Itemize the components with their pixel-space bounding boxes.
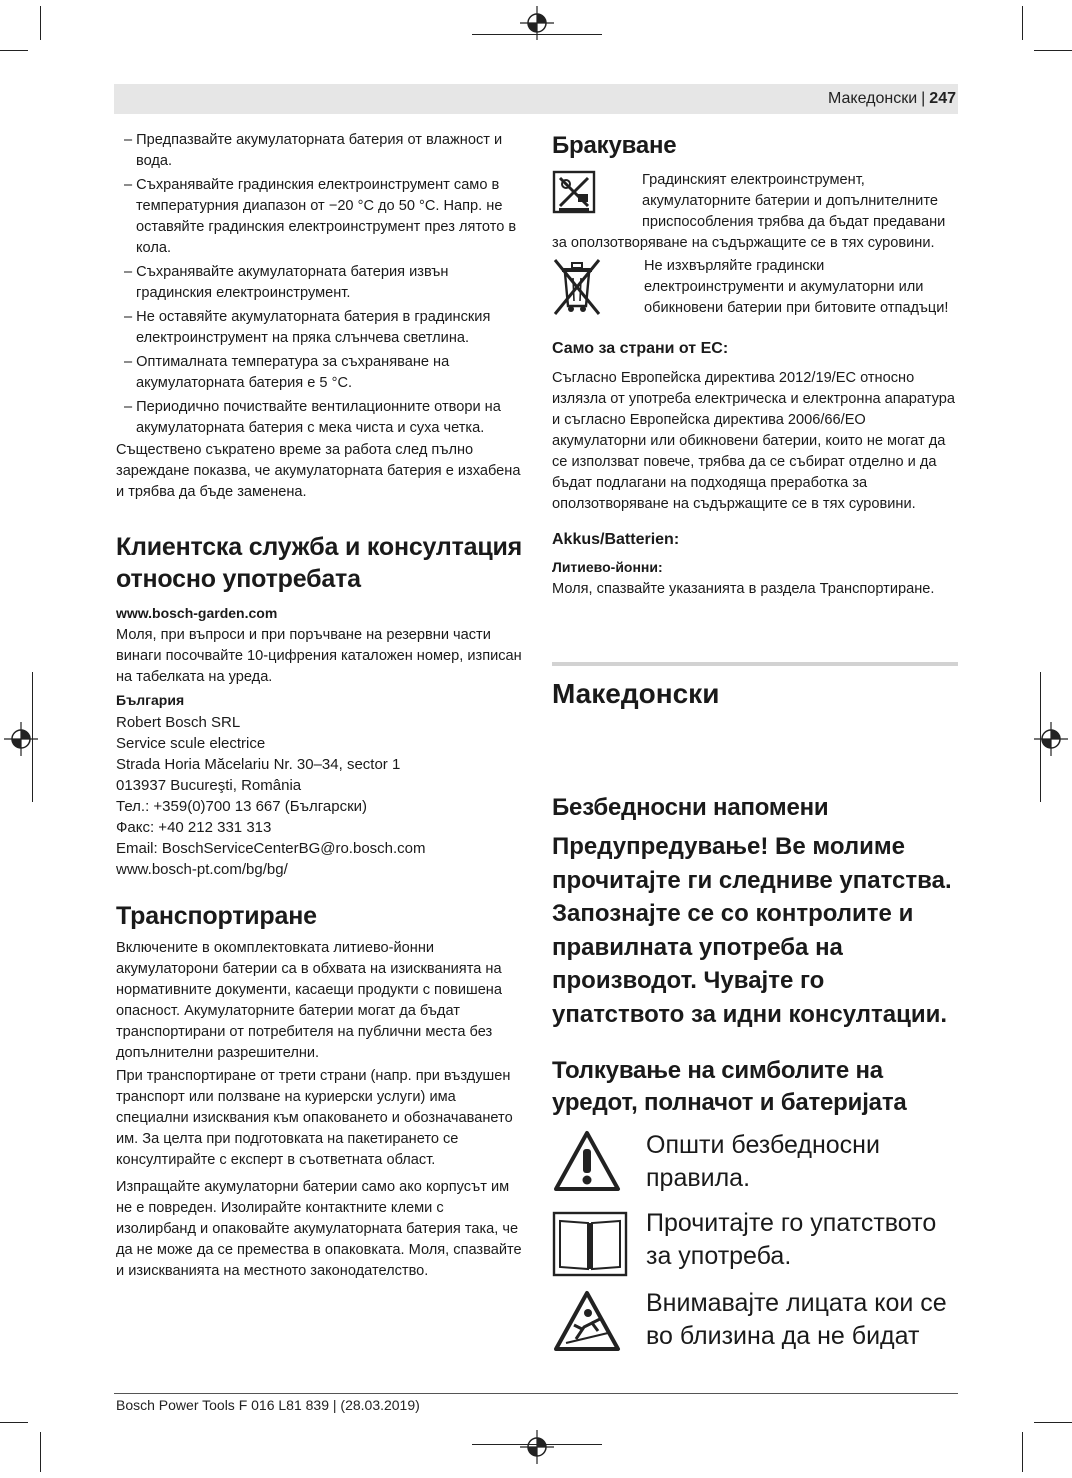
email-line: Email: BoschServiceCenterBG@ro.bosch.com xyxy=(116,840,426,857)
list-item: – Оптималната температура за съхраняване на акумулаторната батерия е 5 °C. xyxy=(124,354,450,391)
right-column xyxy=(552,130,958,1357)
crop-mark xyxy=(1034,1422,1072,1423)
footer-rule xyxy=(114,1393,958,1394)
disposal-block xyxy=(552,170,958,254)
crop-mark xyxy=(0,50,28,51)
address-line: 013937 Bucureşti, România xyxy=(116,777,302,794)
battery-note: Съществено съкратено време за работа след пълно зареждане показва, че акумулаторната батерия е изхабена и трябва да бъде заменена. xyxy=(116,442,521,500)
registration-mark-icon xyxy=(1034,722,1068,756)
service-website: www.bosch-garden.com xyxy=(116,605,278,621)
service-text: Моля, при въпроси и при поръчване на резервни части винаги посочвайте 10-цифрения каталожен номер, изписан на табелката на уреда. xyxy=(116,627,522,685)
header-language: Македонски xyxy=(828,90,918,107)
transport-paragraph: При транспортиране от трети страни (напр. при въздушен транспорт или ползване на куриерски услуги) има специални изисквания към опаковането и обозначаването им. За целта при подготовката на пакетирането се консултирайте с експерт в съответната област. xyxy=(116,1068,513,1168)
disposal-heading: Бракуване xyxy=(552,132,677,159)
phone-line: Тел.: +359(0)700 13 667 (Български) xyxy=(116,798,368,815)
eu-heading: Само за страни от ЕС: xyxy=(552,340,729,357)
registration-mark-icon xyxy=(520,6,554,40)
language-section-title: Македонски xyxy=(552,678,720,709)
list-item: – Не оставяйте акумулаторната батерия в градинския електроинструмент на пряка слънчева светлина. xyxy=(124,309,491,346)
list-item: – Периодично почиствайте вентилационните отвори на акумулаторната батерия с мека чиста и суха четка. xyxy=(124,399,501,436)
transport-heading: Транспортиране xyxy=(116,902,317,930)
left-column xyxy=(116,130,526,1284)
li-ion-heading: Литиево-йонни: xyxy=(552,559,663,575)
service-address xyxy=(116,712,526,880)
list-item: – Предпазвайте акумулаторната батерия от влажност и вода. xyxy=(124,132,503,169)
fax-line: Факс: +40 212 331 313 xyxy=(116,819,272,836)
general-warning: Предупредување! Ве молиме прочитајте ги следниве упатства. Запознајте се со контролите и правилната употреба на производот. Чувајте го упатството за идни консултации. xyxy=(552,833,952,1028)
warning-triangle-icon xyxy=(552,1129,622,1193)
akkus-heading: Akkus/Batterien: xyxy=(552,531,680,548)
list-item: – Съхранявайте градинския електроинструмент само в температурния диапазон от −20 °C до 50 °C. Напр. не оставяйте градинския електроинструмент през лятото в кола. xyxy=(124,177,517,256)
storage-bullet-list xyxy=(116,130,526,439)
symbol-text: Општи безбедносни правила. xyxy=(646,1131,880,1192)
disposal-text: Градинският електроинструмент, акумулаторните батерии и допълнителните приспособления трябва да бъдат предавани за оползотворяване на съдържащите се в тях суровини. xyxy=(552,172,946,251)
crop-mark xyxy=(40,1432,41,1472)
symbols-heading: Толкување на симболите на уредот, полначот и батеријата xyxy=(552,1057,907,1116)
section-divider xyxy=(552,662,958,666)
disposal-warning: Не изхвърляйте градински електроинструменти и акумулаторни или обикновени батерии при битовите отпадъци! xyxy=(644,258,949,316)
crop-mark xyxy=(40,6,41,40)
li-ion-text: Моля, спазвайте указанията в раздела Транспортиране. xyxy=(552,581,935,597)
header-separator: | xyxy=(921,90,926,107)
list-item: – Съхранявайте акумулаторната батерия извън градинския електроинструмент. xyxy=(124,264,449,301)
address-line: Strada Horia Măcelariu Nr. 30–34, sector 1 xyxy=(116,756,401,773)
address-line: Service scule electrice xyxy=(116,735,266,752)
transport-paragraph: Изпращайте акумулаторни батерии само ако корпусът им не е повреден. Изолирайте контактните клеми с изолирбанд и опаковайте акумулаторната батерия така, че да не може да се премества в опаковката. Моля, спазвайте и изискванията на местното законодателство. xyxy=(116,1179,522,1279)
symbol-row xyxy=(552,1129,958,1197)
crop-mark xyxy=(0,1422,28,1423)
eu-text: Съгласно Европейска директива 2012/19/ЕС относно излязла от употреба електрическа и електронна апаратура и съгласно Европейска директива 2006/66/EO акумулаторни или обикновени батерии, които не могат да се използват повече, трябва да се събират отделно и да бъдат подлагани на подходяща преработка за оползотворяване на съдържащите се в тях суровини. xyxy=(552,370,955,512)
weee-block xyxy=(552,256,958,322)
page-footer: Bosch Power Tools F 016 L81 839 | (28.03.2019) xyxy=(116,1397,420,1413)
website-line: www.bosch-pt.com/bg/bg/ xyxy=(116,861,288,878)
page-number: 247 xyxy=(929,90,956,107)
crop-mark xyxy=(1034,50,1072,51)
registration-mark-icon xyxy=(520,1430,554,1464)
bystander-hazard-icon xyxy=(552,1289,622,1353)
safety-heading: Безбедносни напомени xyxy=(552,794,829,821)
crop-mark xyxy=(1022,6,1023,40)
symbol-row xyxy=(552,1207,958,1277)
address-line: Robert Bosch SRL xyxy=(116,714,241,731)
no-tools-in-trash-icon xyxy=(552,170,596,214)
symbol-text: Внимавајте лицата кои се во близина да не бидат xyxy=(646,1289,947,1350)
manual-book-icon xyxy=(552,1211,628,1277)
crossed-bin-icon xyxy=(552,256,602,318)
symbol-row xyxy=(552,1287,958,1357)
page-header xyxy=(828,90,956,108)
crop-mark xyxy=(1022,1432,1023,1472)
service-heading: Клиентска служба и консултация относно употребата xyxy=(116,533,523,593)
service-country: България xyxy=(116,692,185,708)
registration-mark-icon xyxy=(4,722,38,756)
transport-paragraph: Включените в окомплектовката литиево-йонни акумулаторони батерии са в обхвата на изискванията на нормативните документи, касаещи продукти с повишена опасност. Акумулаторните батерии могат да бъдат транспортирани от потребителя на публични места без допълнителни разрешителни. xyxy=(116,940,502,1061)
symbol-text: Прочитајте го упатството за употреба. xyxy=(646,1209,937,1270)
